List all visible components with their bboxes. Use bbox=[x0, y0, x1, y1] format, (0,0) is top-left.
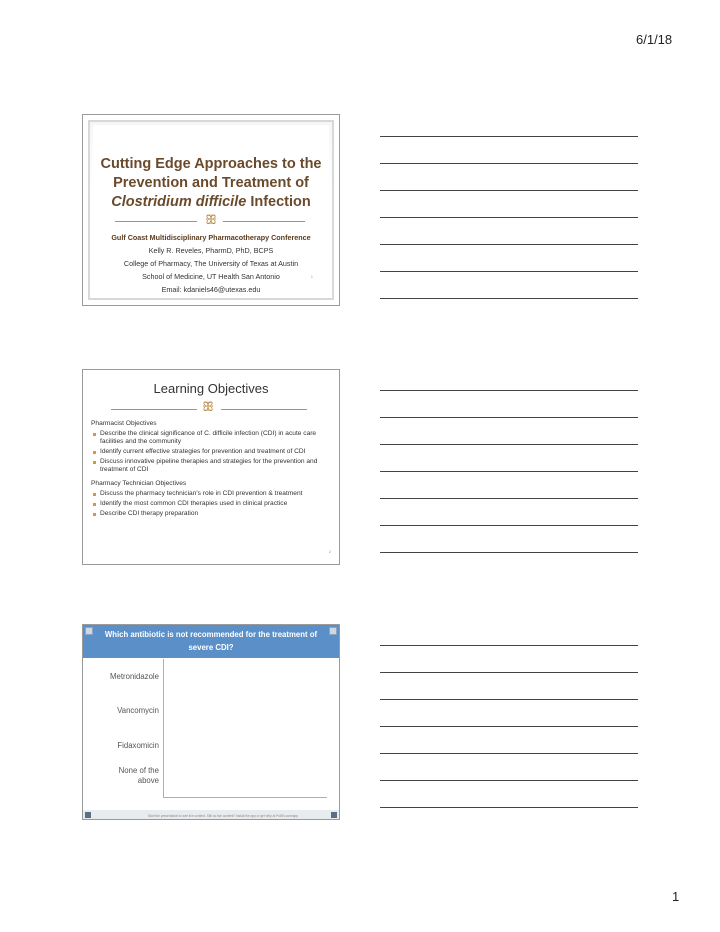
page-number: 1 bbox=[672, 889, 680, 904]
objective-bullet: Discuss the pharmacy technician's role in CDI prevention & treatment bbox=[91, 490, 331, 498]
objective-bullet: Identify current effective strategies for prevention and treatment of CDI bbox=[91, 448, 331, 456]
note-line bbox=[380, 163, 638, 164]
question-line-2: severe CDI? bbox=[188, 643, 234, 652]
question-line-1: Which antibiotic is not recommended for the treatment of bbox=[104, 630, 318, 639]
ornament-rule-right bbox=[223, 221, 305, 222]
note-line bbox=[380, 672, 638, 673]
poll-question bbox=[89, 628, 333, 654]
conference-name: Gulf Coast Multidisciplinary Pharmacotherapy Conference bbox=[111, 233, 311, 242]
note-line bbox=[380, 807, 638, 808]
ornament-rule-right bbox=[221, 409, 307, 410]
ornament-rule-left bbox=[111, 409, 197, 410]
note-line bbox=[380, 298, 638, 299]
author-email: Email: kdaniels46@utexas.edu bbox=[161, 285, 261, 294]
note-line bbox=[380, 753, 638, 754]
flourish-icon: ꕥ bbox=[202, 400, 215, 415]
note-line bbox=[380, 217, 638, 218]
note-line bbox=[380, 471, 638, 472]
title-line-2: Prevention and Treatment of bbox=[113, 175, 309, 191]
slide-inner bbox=[93, 125, 329, 295]
note-line bbox=[380, 244, 638, 245]
ornament-rule-left bbox=[115, 221, 197, 222]
note-line bbox=[380, 390, 638, 391]
page-date: 6/1/18 bbox=[636, 32, 673, 47]
objective-bullet: Describe CDI therapy preparation bbox=[91, 510, 331, 518]
note-line bbox=[380, 552, 638, 553]
note-line bbox=[380, 699, 638, 700]
objective-bullet: Identify the most common CDI therapies used in clinical practice bbox=[91, 500, 331, 508]
note-line bbox=[380, 271, 638, 272]
poll-option: Metronidazole bbox=[110, 672, 159, 681]
author-name: Kelly R. Reveles, PharmD, PhD, BCPS bbox=[148, 246, 274, 255]
objective-bullet: Describe the clinical significance of C. difficile infection (CDI) in acute care facilities and the community bbox=[91, 430, 331, 447]
note-line bbox=[380, 645, 638, 646]
title-rest: Infection bbox=[246, 194, 311, 210]
slide-2 bbox=[82, 369, 340, 565]
note-line bbox=[380, 444, 638, 445]
poll-option: None of the above bbox=[118, 766, 159, 785]
section-heading: Pharmacy Technician Objectives bbox=[91, 480, 187, 488]
flourish-icon: ꕥ bbox=[205, 213, 218, 228]
title-line-3 bbox=[93, 193, 329, 212]
note-line bbox=[380, 726, 638, 727]
note-line bbox=[380, 417, 638, 418]
objectives-body bbox=[91, 420, 331, 518]
slide-number: 1 bbox=[310, 274, 313, 279]
title-line-1: Cutting Edge Approaches to the bbox=[100, 156, 322, 172]
slide-title bbox=[93, 155, 329, 212]
chart-axis-horizontal bbox=[163, 797, 327, 798]
affiliation-1: College of Pharmacy, The University of Texas at Austin bbox=[123, 259, 299, 268]
note-line bbox=[380, 498, 638, 499]
slide-1 bbox=[82, 114, 340, 306]
corner-square-icon bbox=[331, 812, 337, 818]
section-heading: Pharmacist Objectives bbox=[91, 420, 157, 427]
chart-axis-vertical bbox=[163, 659, 164, 797]
corner-square-icon bbox=[85, 812, 91, 818]
note-line bbox=[380, 780, 638, 781]
slide-3-poll bbox=[82, 624, 340, 820]
slide-number: 2 bbox=[328, 549, 331, 554]
affiliation-2: School of Medicine, UT Health San Antonio bbox=[142, 272, 280, 281]
note-line bbox=[380, 190, 638, 191]
title-italic: Clostridium difficile bbox=[111, 194, 247, 210]
poll-option: Fidaxomicin bbox=[117, 741, 159, 750]
poll-option: Vancomycin bbox=[117, 706, 159, 715]
poll-footer-text: Start the presentation to see live content. Still no live content? Install the app or get help at PollEv.com/app bbox=[147, 814, 299, 818]
note-line bbox=[380, 525, 638, 526]
objective-bullet: Discuss innovative pipeline therapies and strategies for the prevention and treatment of CDI bbox=[91, 458, 331, 475]
note-line bbox=[380, 136, 638, 137]
slide-title: Learning Objectives bbox=[153, 381, 269, 396]
